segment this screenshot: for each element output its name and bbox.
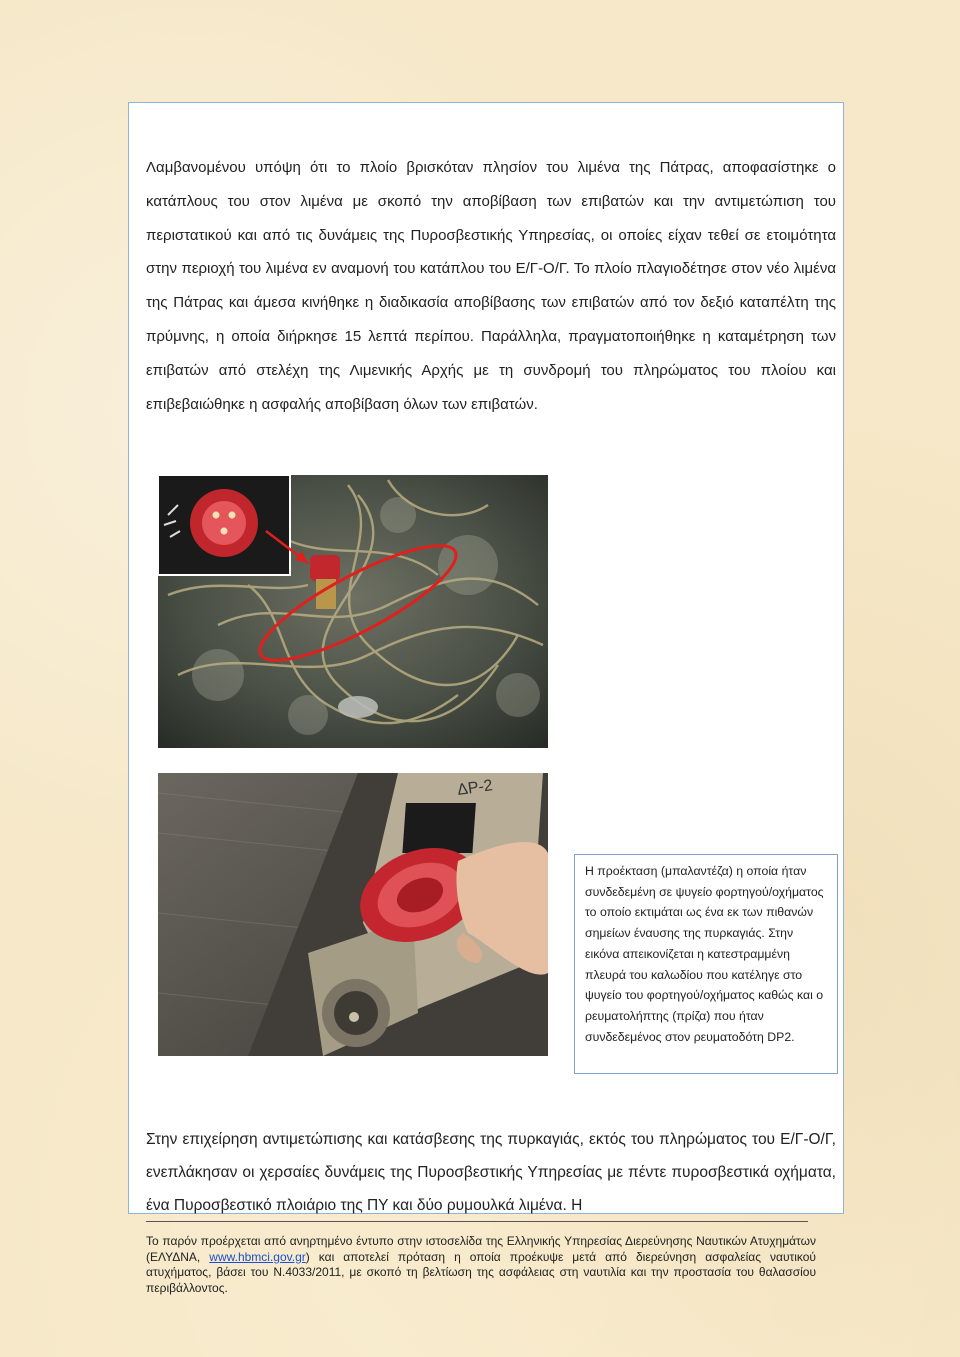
figure-caption-box [574, 854, 838, 1074]
footer-note [146, 1234, 816, 1296]
figure-caption: Η προέκταση (μπαλαντέζα) η οποία ήταν συνδεδεμένη σε ψυγείο φορτηγού/οχήματος το οποίο εκτιμάται ως ένα εκ των πιθανών σημείων έναυσης της πυρκαγιάς. Στην εικόνα απεικονίζεται η κατεστραμμένη πλευρά του καλωδίου που κατέληγε στο ψυγείο του φορτηγού/οχήματος καθώς και ο ρευματολήπτης (πρίζα) που ήταν συνδεδεμένος στον ρευματοδότη DP2. [585, 864, 824, 1044]
footer-text-before-link: Το παρόν προέρχεται από ανηρτημένο έντυπο στην ιστοσελίδα της Ελληνικής Υπηρεσίας Διερεύνησης Ναυτικών Ατυχημάτων (ΕΛΥΔΝΑ, [146, 1234, 816, 1264]
footer-text-after-link: ) και αποτελεί πρόταση η οποία προέκυψε μετά από διερεύνηση ασφαλείας ναυτικού ατυχήματος, βάσει του Ν.4033/2011, με σκοπό τη βελτίωση της ασφάλειας στη ναυτιλία και την προστασία του θαλασσίου περιβάλλοντος. [146, 1249, 816, 1295]
box-label: ΔΡ-2 [456, 777, 494, 799]
footer-website-link[interactable]: www.hbmci.gov.gr [209, 1249, 306, 1264]
footer-divider [146, 1221, 808, 1222]
body-paragraph-2: Στην επιχείρηση αντιμετώπισης και κατάσβεσης της πυρκαγιάς, εκτός του πληρώματος του Ε/Γ-Ο/Γ, ενεπλάκησαν οι χερσαίες δυνάμεις της Πυροσβεστικής Υπηρεσίας με πέντε πυροσβεστικά οχήματα, ένα Πυροσβεστικό πλοιάριο της ΠΥ και δύο ρυμουλκά λιμένα. Η [146, 1131, 836, 1214]
photo-extension-cable [158, 475, 548, 748]
photo-socket-box [158, 773, 548, 1056]
body-paragraph-1: Λαμβανομένου υπόψη ότι το πλοίο βρισκόταν πλησίον του λιμένα της Πάτρας, αποφασίστηκε ο κατάπλους του στον λιμένα με σκοπό την αποβίβαση των επιβατών και την αντιμετώπιση του περιστατικού και από τις δυνάμεις της Πυροσβεστικής Υπηρεσίας, οι οποίες είχαν τεθεί σε ετοιμότητα στην περιοχή του λιμένα εν αναμονή του κατάπλου του Ε/Γ-Ο/Γ. Το πλοίο πλαγιοδέτησε στον νέο λιμένα της Πάτρας και άμεσα κινήθηκε η διαδικασία αποβίβασης των επιβατών από τον δεξιό καταπέλτη της πρύμνης, η οποία διήρκησε 15 λεπτά περίπου. Παράλληλα, πραγματοποιήθηκε η καταμέτρηση των επιβατών από στελέχη της Λιμενικής Αρχής με τη συνδρομή του πληρώματος του πλοίου και επιβεβαιώθηκε η ασφαλής αποβίβαση όλων των επιβατών. [146, 159, 836, 413]
